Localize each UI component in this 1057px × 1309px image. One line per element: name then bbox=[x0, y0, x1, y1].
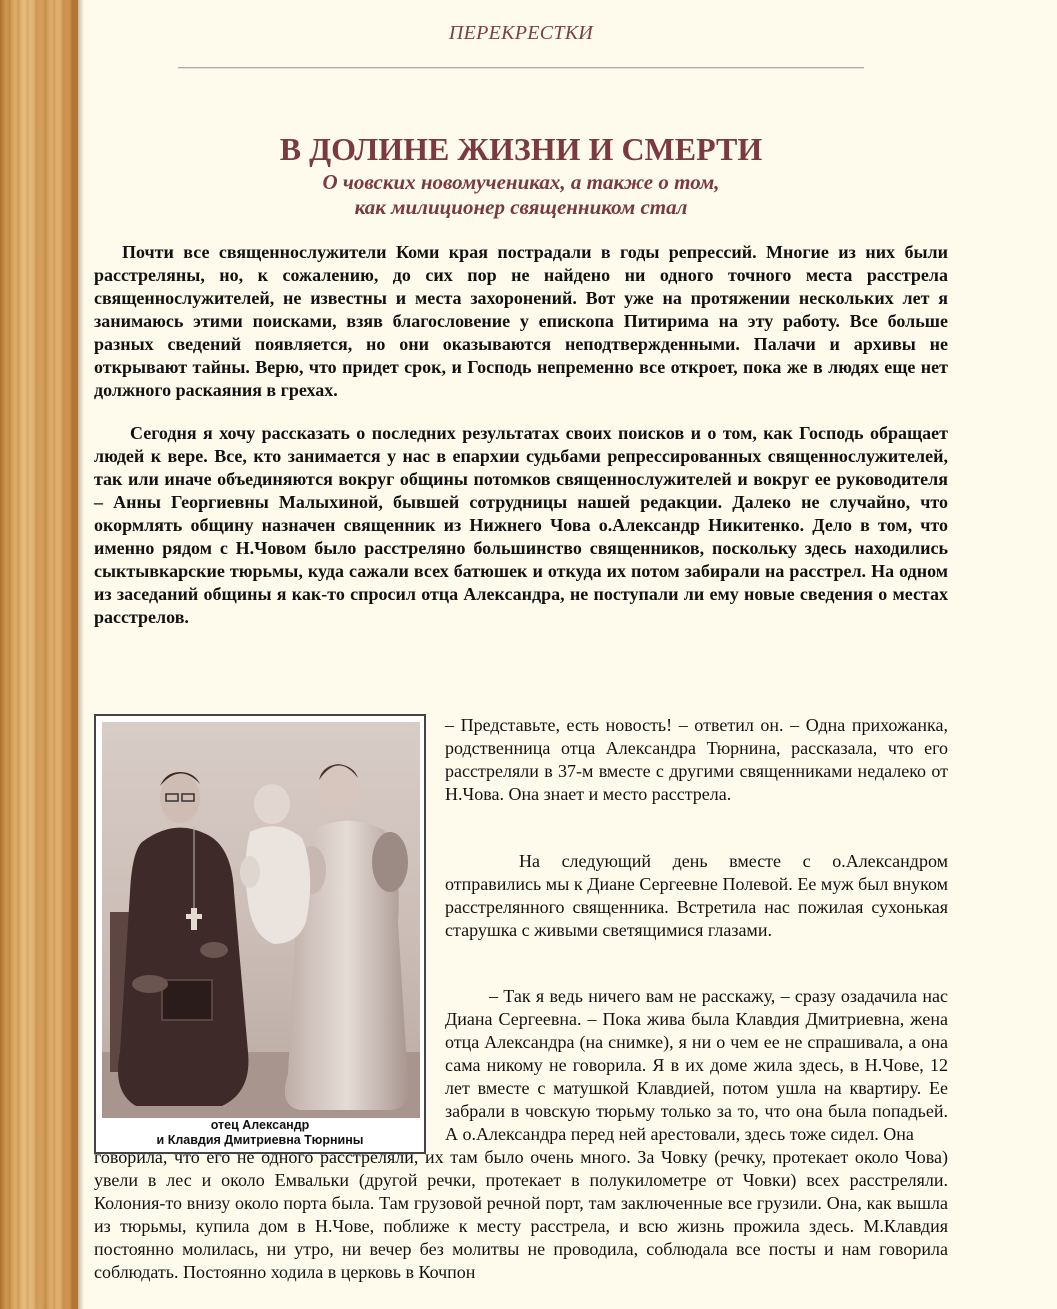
wood-border-strip bbox=[0, 0, 78, 1309]
article-subtitle bbox=[94, 170, 948, 220]
photo-figure bbox=[94, 714, 426, 1154]
header-divider bbox=[178, 67, 864, 69]
photo-caption bbox=[96, 1118, 424, 1148]
lead-paragraph-1: Почти все священнослужители Коми края пострадали в годы репрессий. Многие из них были расстреляны, но, к сожалению, до сих пор не найдено ни одного точного места расстрела священнослужителей, не известны и места захоронений. Вот уже на протяжении нескольких лет я занимаюсь этими поисками, взяв благословение у епископа Питирима на эту работу. Все больше разных сведений появляется, но они оказываются неподтвержденными. Палачи и архивы не открывают тайны. Верю, что придет срок, и Господь непременно все откроет, пока же в людях еще нет должного раскаяния в грехах. bbox=[94, 242, 948, 400]
subtitle-line-1: О човских новомучениках, а также о том, bbox=[322, 170, 720, 194]
section-title: ПЕРЕКРЕСТКИ bbox=[448, 22, 594, 44]
lead-paragraph-2: Сегодня я хочу рассказать о последних результатах своих поисков и о том, как Господь обращает людей к вере. Все, кто занимается у нас в епархии судьбами репрессированных священнослужителей, так или иначе объединяются вокруг общины потомков священнослужителей и вокруг ее руководителя – Анны Георгиевны Малыхиной, бывшей сотрудницы нашей редакции. Далеко не случайно, что окормлять общину назначен священник из Нижнего Чова о.Александр Никитенко. Дело в том, что именно рядом с Н.Човом было расстреляно большинство священников, поскольку здесь находились сыктывкарские тюрьмы, куда сажали всех батюшек и откуда их потом забирали на расстрел. На одном из заседаний общины я как-то спросил отца Александра, не поступали ли ему новые сведения о местах расстрелов. bbox=[94, 423, 948, 627]
caption-line-1: отец Александр bbox=[210, 1118, 310, 1132]
subtitle-line-2: как милиционер священником стал bbox=[354, 195, 688, 219]
body-paragraph-3: – Так я ведь ничего вам не расскажу, – сразу озадачила нас Диана Сергеевна. – Пока жива была Клавдия Дмитриевна, жена отца Александра (на снимке), я ни о чем ее не спрашивала, а она сама никому не говорила. Я в их доме жила здесь, в Н.Чове, 12 лет вместе с матушкой Клавдией, потом ушла на квартиру. Ее забрали в човскую тюрьму только за то, что она была попадьей. А о.Александра перед ней арестовали, здесь тоже сидел. Она bbox=[445, 986, 948, 1144]
body-paragraph-4: говорила, что его не одного расстреляли, их там было очень много. За Човку (речку, протекает около Чова) увели в лес и около Емвальки (другой речки, протекает в полукилометре от Човки) всех расстреляли. Колония-то внизу около порта была. Там грузовой речной порт, там заключенные все грузили. Она, как вышла из тюрьмы, купила дом в Н.Чове, поближе к месту расстрела, и всю жизнь прожила здесь. М.Клавдия постоянно молилась, ни утро, ни вечер без молитвы не проводила, соблюдала все посты и нам говорила соблюдать. Постоянно ходила в церковь в Кочпон bbox=[94, 1147, 948, 1282]
family-photo bbox=[102, 722, 420, 1118]
body-paragraph-2: На следующий день вместе с о.Александром отправились мы к Диане Сергеевне Полевой. Ее муж был внуком расстрелянного священника. Встретила нас пожилая сухонькая старушка с живыми светящимися глазами. bbox=[445, 851, 948, 940]
article-title: В ДОЛИНЕ ЖИЗНИ И СМЕРТИ bbox=[279, 131, 763, 167]
caption-line-2: и Клавдия Дмитриевна Тюрнины bbox=[156, 1133, 364, 1147]
body-paragraph-1: – Представьте, есть новость! – ответил он. – Одна прихожанка, родственница отца Александра Тюрнина, рассказала, что его расстреляли в 37-м вместе с другими священниками недалеко от Н.Чова. Она знает и место расстрела. bbox=[445, 715, 948, 804]
